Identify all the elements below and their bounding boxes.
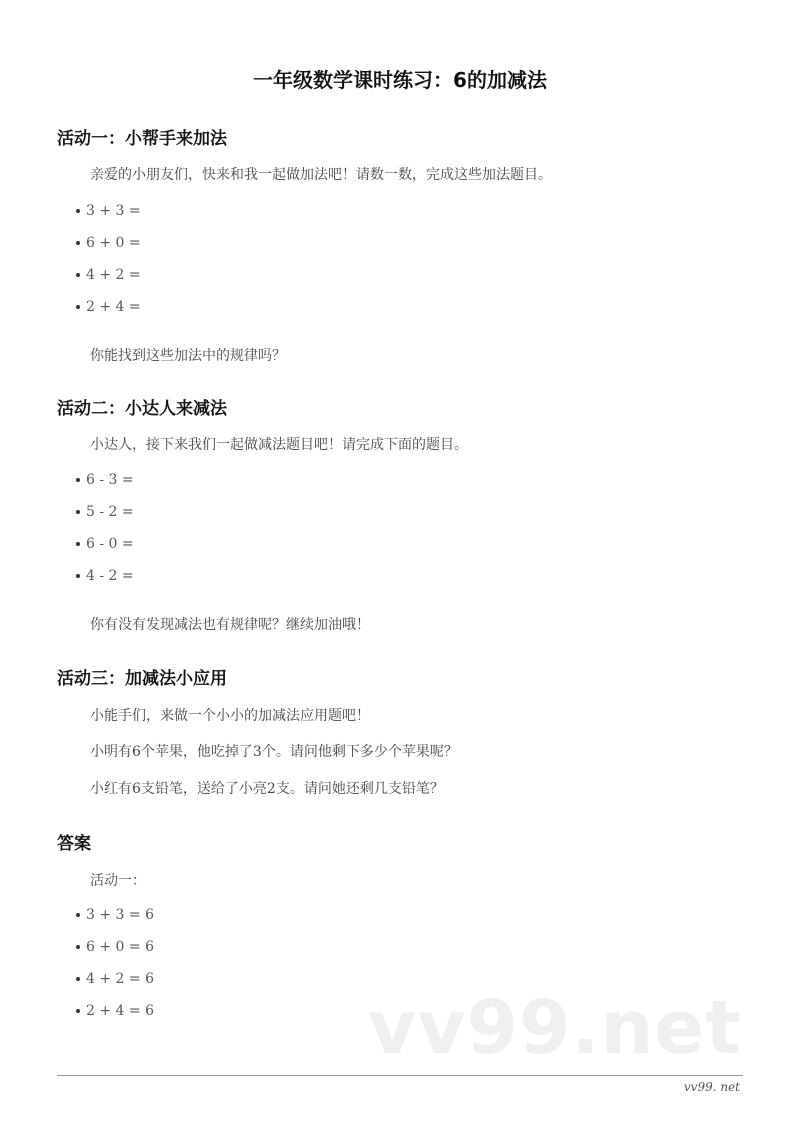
list-item: 6 - 0 = (76, 536, 134, 552)
section-heading: 活动三：加减法小应用 (57, 669, 227, 689)
paragraph: 你能找到这些加法中的规律吗？ (90, 348, 286, 364)
footer-divider (57, 1075, 743, 1076)
bullet-icon (76, 574, 80, 578)
bullet-icon (76, 1009, 80, 1013)
bullet-icon (76, 478, 80, 482)
paragraph: 亲爱的小朋友们，快来和我一起做加法吧！请数一数，完成这些加法题目。 (90, 167, 552, 183)
list-item: 6 + 0 = (76, 235, 141, 251)
section-heading: 活动一：小帮手来加法 (57, 129, 227, 149)
page-title: 一年级数学课时练习：6的加减法 (253, 68, 547, 92)
paragraph: 活动一： (90, 873, 146, 889)
list-item: 6 + 0 = 6 (76, 939, 154, 955)
list-item: 4 - 2 = (76, 568, 134, 584)
section-heading: 活动二：小达人来减法 (57, 399, 227, 419)
bullet-icon (76, 241, 80, 245)
list-item: 6 - 3 = (76, 472, 134, 488)
list-item: 2 + 4 = 6 (76, 1003, 154, 1019)
list-item: 3 + 3 = 6 (76, 907, 154, 923)
bullet-icon (76, 913, 80, 917)
bullet-icon (76, 945, 80, 949)
bullet-icon (76, 977, 80, 981)
list-item: 2 + 4 = (76, 299, 141, 315)
list-item: 4 + 2 = 6 (76, 971, 154, 987)
paragraph: 小红有6支铅笔，送给了小亮2支。请问她还剩几支铅笔？ (90, 781, 444, 797)
bullet-icon (76, 273, 80, 277)
watermark: vv99.net (368, 985, 742, 1071)
bullet-icon (76, 510, 80, 514)
list-item: 3 + 3 = (76, 203, 141, 219)
list-item: 4 + 2 = (76, 267, 141, 283)
paragraph: 小能手们，来做一个小小的加减法应用题吧！ (90, 708, 370, 724)
footer-text: vv99. net (683, 1080, 740, 1094)
bullet-icon (76, 209, 80, 213)
section-heading: 答案 (57, 834, 91, 854)
paragraph: 小明有6个苹果，他吃掉了3个。请问他剩下多少个苹果呢？ (90, 744, 458, 760)
paragraph: 小达人，接下来我们一起做减法题目吧！请完成下面的题目。 (90, 437, 468, 453)
bullet-icon (76, 542, 80, 546)
list-item: 5 - 2 = (76, 504, 134, 520)
bullet-icon (76, 305, 80, 309)
paragraph: 你有没有发现减法也有规律呢？继续加油哦！ (90, 617, 370, 633)
